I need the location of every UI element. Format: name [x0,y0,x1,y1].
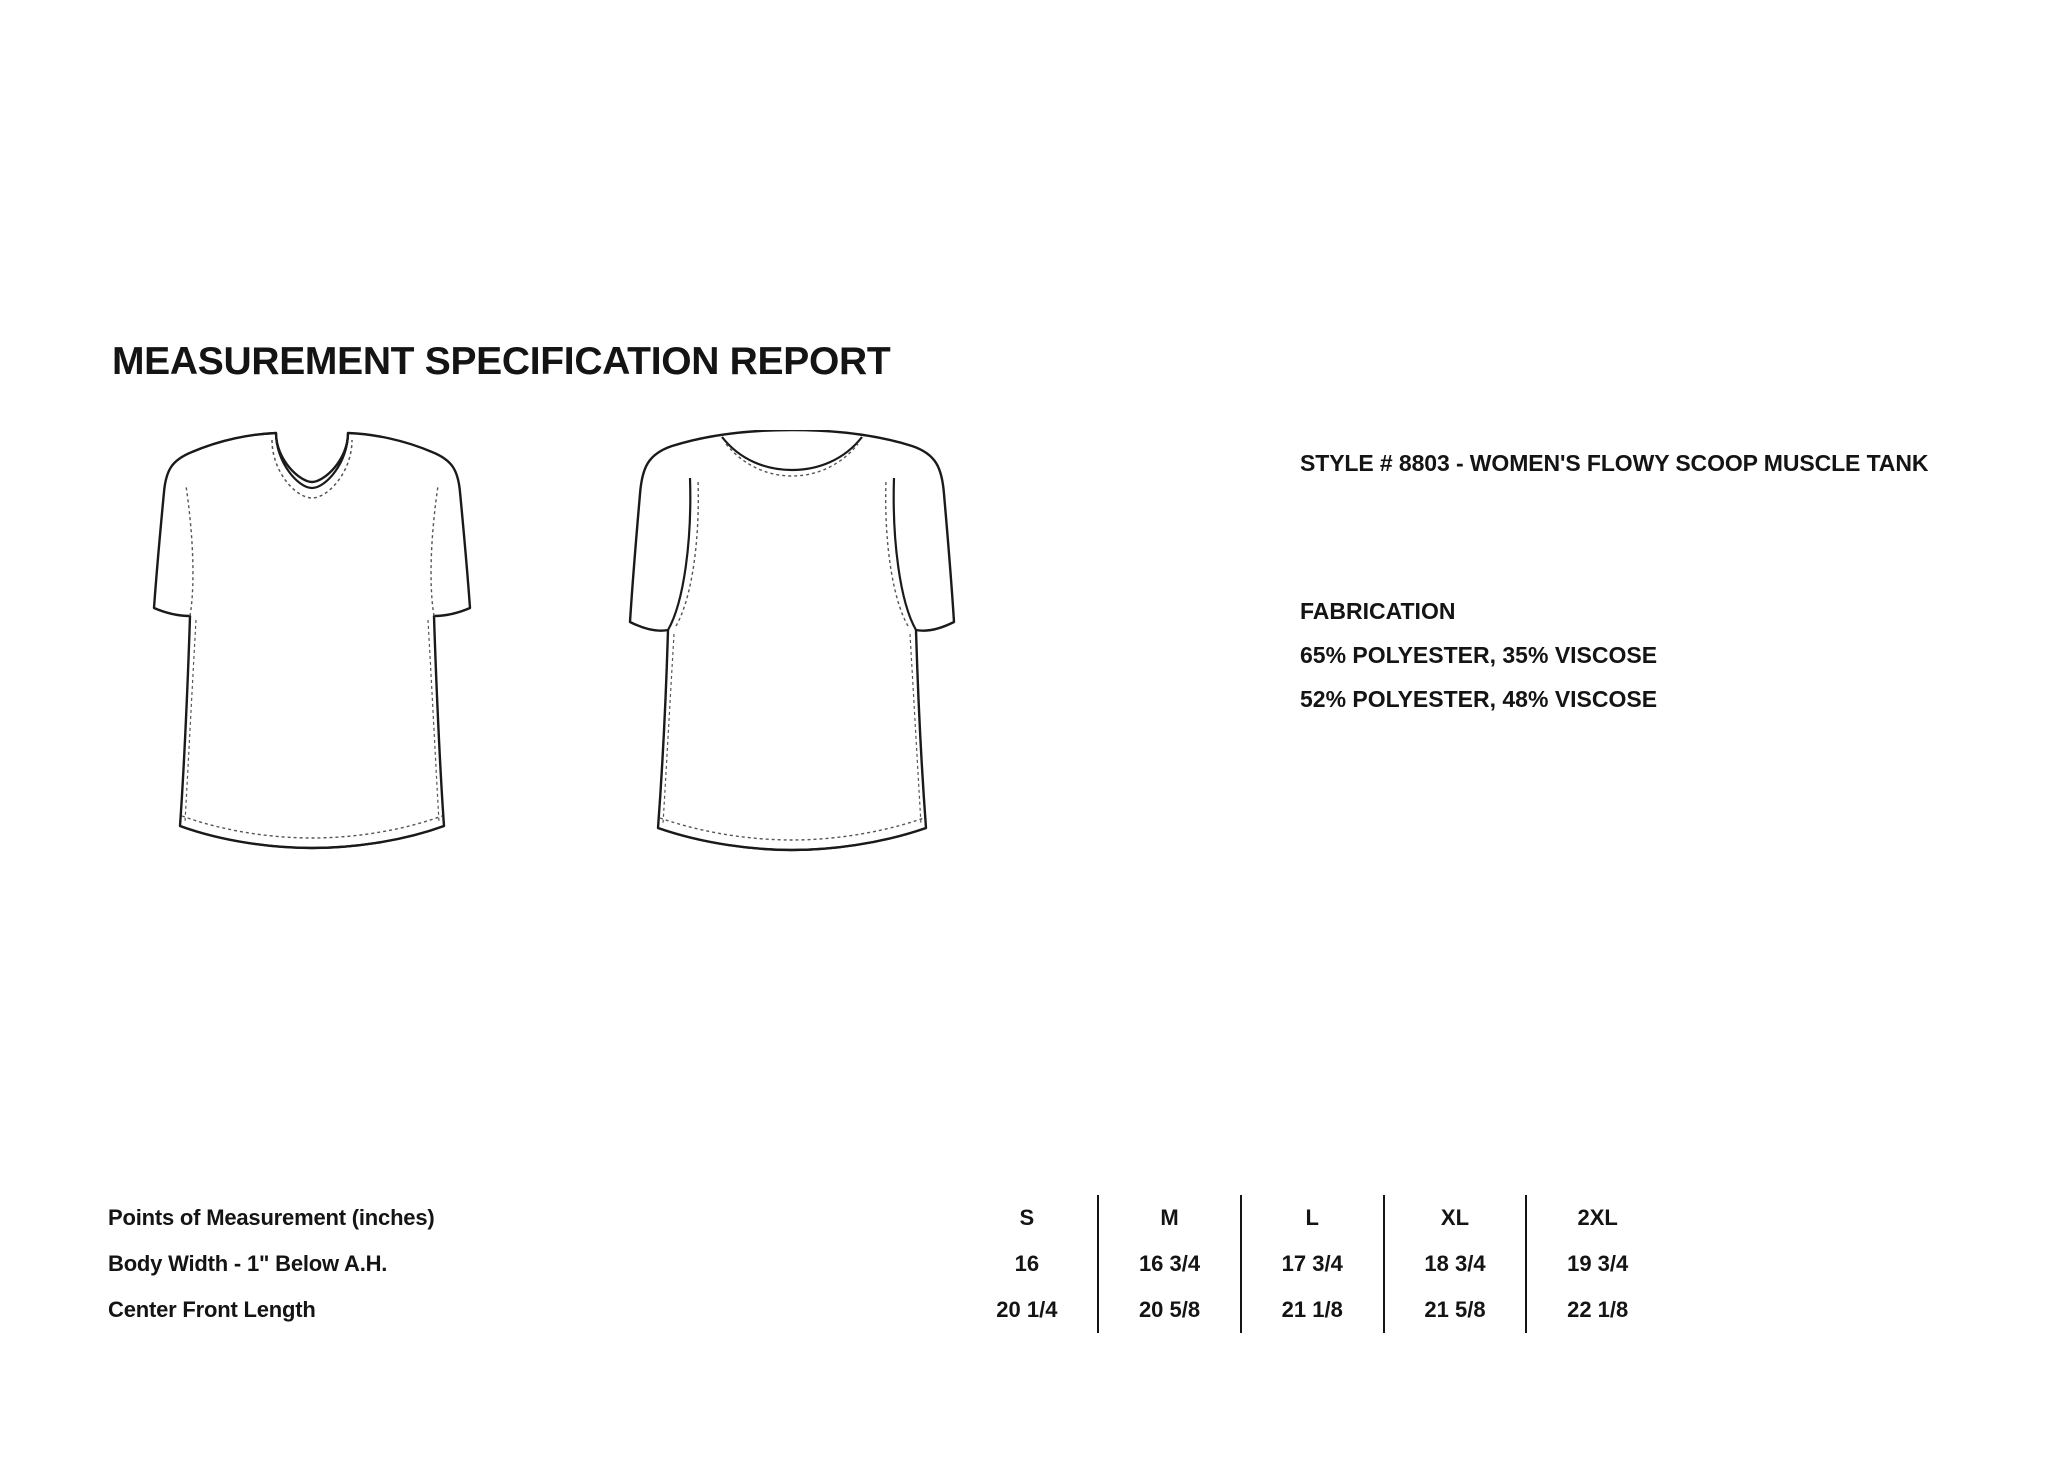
center-front-length-s: 20 1/4 [996,1297,1058,1322]
spacer-cell [895,1195,957,1241]
table-row [108,1287,1668,1333]
header-size-l: L [1241,1195,1384,1241]
style-line: STYLE # 8803 - WOMEN'S FLOWY SCOOP MUSCLE TANK [1300,450,1929,476]
body-width-l: 17 3/4 [1241,1241,1384,1287]
page-title: MEASUREMENT SPECIFICATION REPORT [112,340,891,383]
center-front-length-xl: 21 5/8 [1384,1287,1527,1333]
body-width-2xl: 19 3/4 [1526,1241,1668,1287]
center-front-length-l: 21 1/8 [1241,1287,1384,1333]
fabrication-label: FABRICATION [1300,598,1456,624]
header-size-2xl: 2XL [1526,1195,1668,1241]
table-row [108,1241,1668,1287]
center-front-length-m: 20 5/8 [1098,1287,1241,1333]
style-info-block [1300,450,2040,721]
header-size-m: M [1098,1195,1241,1241]
spacer-cell [895,1287,957,1333]
header-size-s: S [1019,1205,1035,1230]
tank-top-front-sketch [100,430,520,935]
header-size-xl: XL [1384,1195,1527,1241]
table-header-label: Points of Measurement (inches) [108,1205,435,1230]
tank-top-back-sketch [580,430,1000,935]
fabrication-block [1300,589,2040,721]
center-front-length-2xl: 22 1/8 [1526,1287,1668,1333]
body-width-m: 16 3/4 [1098,1241,1241,1287]
row-label-body-width: Body Width - 1" Below A.H. [108,1251,388,1276]
fabrication-line-2: 52% POLYESTER, 48% VISCOSE [1300,686,1658,712]
body-width-s: 16 [1014,1251,1040,1276]
measurement-table [108,1195,1668,1333]
table-header-row [108,1195,1668,1241]
spacer-cell [895,1241,957,1287]
body-width-xl: 18 3/4 [1384,1241,1527,1287]
row-label-center-front-length: Center Front Length [108,1297,316,1322]
fabrication-line-1: 65% POLYESTER, 35% VISCOSE [1300,642,1658,668]
